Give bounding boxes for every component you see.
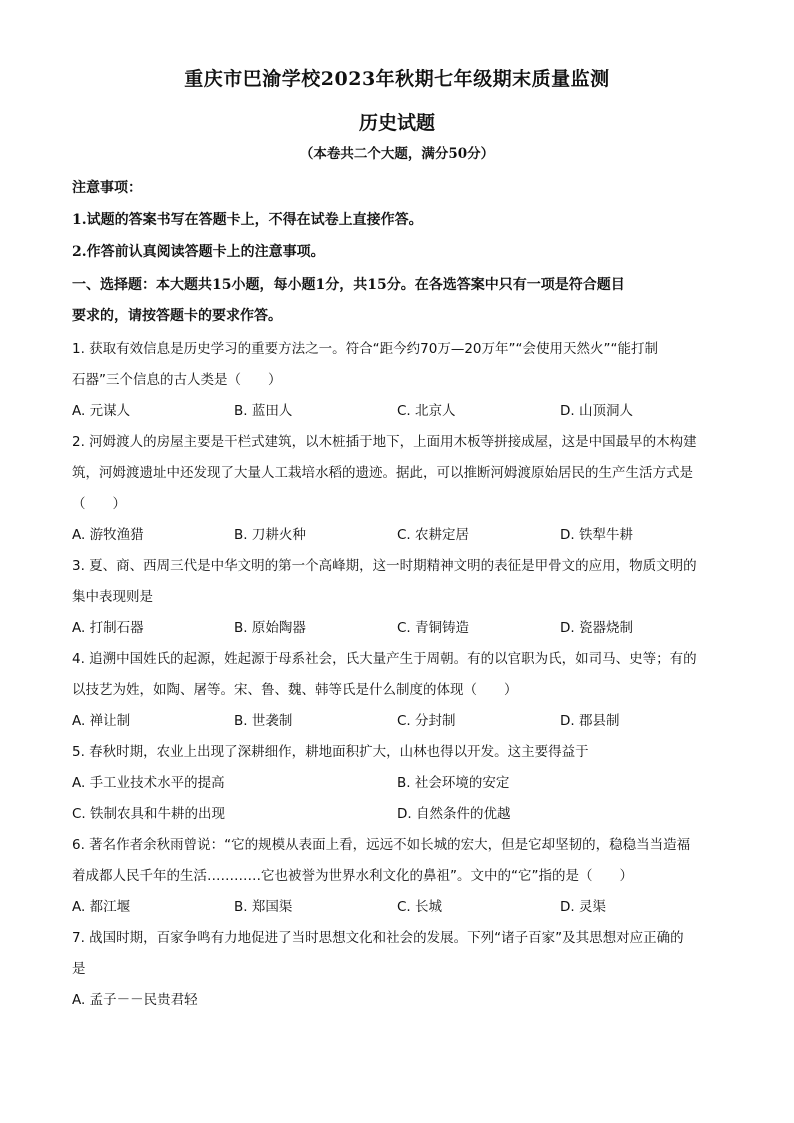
option-c: C. 农耕定居 [397,527,470,543]
section-heading [72,270,722,332]
question-7 [72,923,722,1016]
question-2 [72,427,722,551]
option-d: D. 郡县制 [560,713,620,729]
option-a: A. 游牧渔猎 [72,527,144,543]
answer-options [72,520,722,551]
question-3 [72,551,722,644]
answer-options [72,892,722,923]
answer-options [72,768,722,799]
answer-options [72,706,722,737]
option-a: A. 都江堰 [72,899,131,915]
question-6 [72,830,722,923]
question-text: 集中表现则是 [72,589,153,605]
question-text: 3. 夏、商、西周三代是中华文明的第一个高峰期，这一时期精神文明的表征是甲骨文的应用，物质文明的 [72,558,697,574]
notice-item: 2.作答前认真阅读答题卡上的注意事项。 [72,244,325,260]
option-d: D. 山顶洞人 [560,403,633,419]
question-text: 6. 著名作者余秋雨曾说：“它的规模从表面上看，远远不如长城的宏大，但是它却坚韧的，稳稳当当造福 [72,837,691,853]
question-1 [72,334,722,427]
exam-subject: 历史试题 [358,112,435,134]
score-info: （本卷共二个大题，满分50分） [299,146,495,162]
option-d: D. 铁犁牛耕 [560,527,633,543]
question-text: （ ） [72,496,126,512]
question-text: 2. 河姆渡人的房屋主要是干栏式建筑，以木桩插于地下，上面用木板等拼接成屋，这是中国最早的木构建 [72,434,697,450]
question-text: 7. 战国时期，百家争鸣有力地促进了当时思想文化和社会的发展。下列“诸子百家”及其思想对应正确的 [72,930,684,946]
option-b: B. 原始陶器 [234,620,306,636]
option-b: B. 社会环境的安定 [397,775,510,791]
exam-page [72,60,722,1016]
option-c: C. 长城 [397,899,443,915]
option-b: B. 刀耕火种 [234,527,306,543]
option-d: D. 灵渠 [560,899,606,915]
option-d: D. 瓷器烧制 [560,620,633,636]
answer-options [72,613,722,644]
option-c: C. 铁制农具和牛耕的出现 [72,806,226,822]
answer-options [72,396,722,427]
option-c: C. 北京人 [397,403,456,419]
question-text: 着成都人民千年的生活…………它也被誉为世界水利文化的鼻祖”。文中的“它”指的是（ ） [72,868,633,884]
option-a: A. 手工业技术水平的提高 [72,775,225,791]
question-text: 4. 追溯中国姓氏的起源，姓起源于母系社会，氏大量产生于周朝。有的以官职为氏，如司马、史等；有的 [72,651,697,667]
option-a: A. 元谋人 [72,403,131,419]
option-b: B. 世袭制 [234,713,293,729]
option-c: C. 青铜铸造 [397,620,470,636]
question-5 [72,737,722,830]
question-text: 1. 获取有效信息是历史学习的重要方法之一。符合“距今约70万—20万年”“会使用天然火”“能打制 [72,341,658,357]
option-a: A. 禅让制 [72,713,131,729]
question-text: 以技艺为姓，如陶、屠等。宋、鲁、魏、韩等氏是什么制度的体现（ ） [72,682,518,698]
option-c: C. 分封制 [397,713,456,729]
option-b: B. 蓝田人 [234,403,293,419]
question-4 [72,644,722,737]
notice-item: 1.试题的答案书写在答题卡上，不得在试卷上直接作答。 [72,212,423,228]
answer-options [72,799,722,830]
option-b: B. 郑国渠 [234,899,293,915]
section-heading-line: 一、选择题：本大题共15小题，每小题1分，共15分。在各选答案中只有一项是符合题目 [72,277,625,293]
question-text: 5. 春秋时期，农业上出现了深耕细作，耕地面积扩大，山林也得以开发。这主要得益于 [72,744,589,760]
section-heading-line: 要求的，请按答题卡的要求作答。 [72,308,282,324]
question-text: 石器”三个信息的古人类是（ ） [72,372,282,388]
question-text: 筑，河姆渡遗址中还发现了大量人工栽培水稻的遗迹。据此，可以推断河姆渡原始居民的生产生活方式是 [72,465,693,481]
exam-title: 重庆市巴渝学校2023年秋期七年级期末质量监测 [184,68,610,90]
option-a: A. 孟子－－民贵君轻 [72,992,198,1008]
option-a: A. 打制石器 [72,620,144,636]
question-text: 是 [72,961,86,977]
notice-heading: 注意事项： [72,180,142,196]
option-d: D. 自然条件的优越 [397,806,511,822]
